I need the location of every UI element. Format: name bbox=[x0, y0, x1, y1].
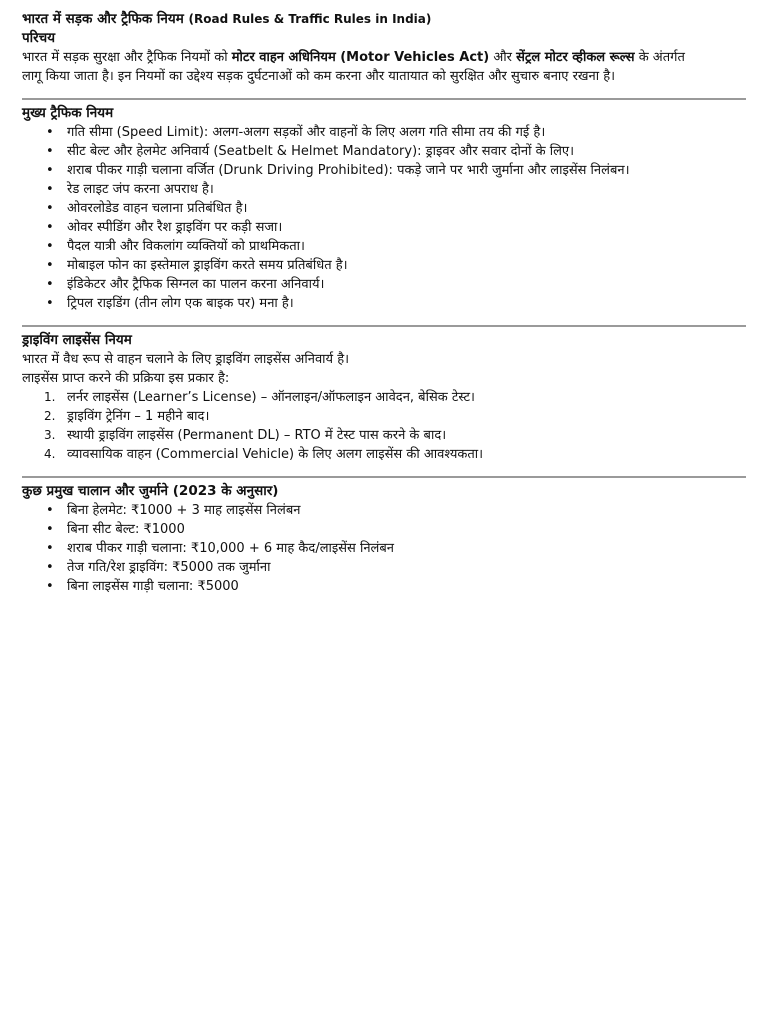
list-item bbox=[46, 199, 746, 218]
fines-list bbox=[22, 501, 746, 596]
list-item bbox=[46, 218, 746, 237]
bullet-icon: • bbox=[46, 560, 54, 575]
section-divider bbox=[22, 98, 746, 100]
list-item bbox=[46, 577, 746, 596]
list-item bbox=[46, 123, 746, 142]
list-item-text: लर्नर लाइसेंस (Learner’s License) – ऑनलाइन/ऑफलाइन आवेदन, बेसिक टेस्ट। bbox=[67, 390, 475, 405]
list-item-text: रेड लाइट जंप करना अपराध है। bbox=[67, 182, 214, 197]
intro-text-3: के अंतर्गत bbox=[634, 50, 685, 65]
bullet-icon: • bbox=[46, 201, 54, 216]
bullet-icon: • bbox=[46, 163, 54, 178]
list-item-text: बिना सीट बेल्ट: ₹1000 bbox=[67, 522, 185, 537]
step-number: 2. bbox=[44, 409, 56, 423]
step-number: 4. bbox=[44, 447, 56, 461]
intro-heading: परिचय bbox=[22, 30, 56, 46]
intro-text-2: और bbox=[489, 50, 517, 65]
step-number: 3. bbox=[44, 428, 56, 442]
list-item-text: ड्राइविंग ट्रेनिंग – 1 महीने बाद। bbox=[67, 409, 210, 424]
list-item-text: स्थायी ड्राइविंग लाइसेंस (Permanent DL) – RTO में टेस्ट पास करने के बाद। bbox=[67, 428, 447, 443]
list-item bbox=[46, 180, 746, 199]
list-item-text: शराब पीकर गाड़ी चलाना वर्जित (Drunk Driving Prohibited): पकड़े जाने पर भारी जुर्माना और लाइसेंस निलंबन। bbox=[67, 163, 630, 178]
list-item bbox=[46, 294, 746, 313]
intro-bold-motor-act: मोटर वाहन अधिनियम (Motor Vehicles Act) bbox=[231, 50, 490, 65]
list-item-text: व्यावसायिक वाहन (Commercial Vehicle) के लिए अलग लाइसेंस की आवश्यकता। bbox=[67, 447, 484, 462]
list-item bbox=[46, 256, 746, 275]
list-item-text: बिना हेलमेट: ₹1000 + 3 माह लाइसेंस निलंबन bbox=[67, 503, 301, 518]
traffic-rules-list bbox=[22, 123, 746, 313]
step-number: 1. bbox=[44, 390, 56, 404]
list-item-text: बिना लाइसेंस गाड़ी चलाना: ₹5000 bbox=[67, 579, 239, 594]
list-item bbox=[44, 445, 746, 464]
bullet-icon: • bbox=[46, 182, 54, 197]
list-item bbox=[46, 161, 746, 180]
fines-heading: कुछ प्रमुख चालान और जुर्माने (2023 के अनुसार) bbox=[22, 483, 279, 499]
list-item bbox=[46, 539, 746, 558]
bullet-icon: • bbox=[46, 239, 54, 254]
document-title bbox=[22, 10, 746, 29]
bullet-icon: • bbox=[46, 144, 54, 159]
intro-line-2: लागू किया जाता है। इन नियमों का उद्देश्य सड़क दुर्घटनाओं को कम करना और यातायात को सुरक्षित और सुचारु बनाए रखना है। bbox=[22, 69, 616, 84]
license-line-1: भारत में वैध रूप से वाहन चलाने के लिए ड्राइविंग लाइसेंस अनिवार्य है। bbox=[22, 352, 350, 367]
title-english: (Road Rules & Traffic Rules in India) bbox=[188, 12, 432, 26]
list-item bbox=[44, 426, 746, 445]
list-item bbox=[46, 237, 746, 256]
list-item bbox=[46, 275, 746, 294]
bullet-icon: • bbox=[46, 220, 54, 235]
list-item-text: ओवरलोडेड वाहन चलाना प्रतिबंधित है। bbox=[67, 201, 248, 216]
intro-bold-cmvr: सेंट्रल मोटर व्हीकल रूल्स bbox=[516, 50, 635, 65]
list-item-text: सीट बेल्ट और हेलमेट अनिवार्य (Seatbelt & Helmet Mandatory): ड्राइवर और सवार दोनों के लिए। bbox=[67, 144, 575, 159]
bullet-icon: • bbox=[46, 522, 54, 537]
bullet-icon: • bbox=[46, 579, 54, 594]
list-item bbox=[46, 142, 746, 161]
list-item bbox=[46, 558, 746, 577]
list-item-text: पैदल यात्री और विकलांग व्यक्तियों को प्राथमिकता। bbox=[67, 239, 305, 254]
section-divider bbox=[22, 476, 746, 478]
bullet-icon: • bbox=[46, 541, 54, 556]
intro-paragraph bbox=[22, 48, 746, 86]
intro-text-1: भारत में सड़क सुरक्षा और ट्रैफिक नियमों को bbox=[22, 50, 232, 65]
bullet-icon: • bbox=[46, 296, 54, 311]
license-steps-list bbox=[22, 388, 746, 464]
list-item bbox=[46, 520, 746, 539]
bullet-icon: • bbox=[46, 503, 54, 518]
list-item bbox=[46, 501, 746, 520]
license-rules-heading: ड्राइविंग लाइसेंस नियम bbox=[22, 332, 132, 348]
bullet-icon: • bbox=[46, 125, 54, 140]
bullet-icon: • bbox=[46, 258, 54, 273]
bullet-icon: • bbox=[46, 277, 54, 292]
list-item-text: ट्रिपल राइडिंग (तीन लोग एक बाइक पर) मना है। bbox=[67, 296, 294, 311]
traffic-rules-heading: मुख्य ट्रैफिक नियम bbox=[22, 105, 114, 121]
list-item-text: तेज गति/रेश ड्राइविंग: ₹5000 तक जुर्माना bbox=[67, 560, 271, 575]
section-divider bbox=[22, 325, 746, 327]
list-item-text: मोबाइल फोन का इस्तेमाल ड्राइविंग करते समय प्रतिबंधित है। bbox=[67, 258, 348, 273]
list-item-text: शराब पीकर गाड़ी चलाना: ₹10,000 + 6 माह कैद/लाइसेंस निलंबन bbox=[67, 541, 395, 556]
list-item-text: गति सीमा (Speed Limit): अलग-अलग सड़कों और वाहनों के लिए अलग गति सीमा तय की गई है। bbox=[67, 125, 546, 140]
list-item bbox=[44, 407, 746, 426]
license-line-2: लाइसेंस प्राप्त करने की प्रक्रिया इस प्रकार है: bbox=[22, 371, 230, 386]
list-item-text: इंडिकेटर और ट्रैफिक सिग्नल का पालन करना अनिवार्य। bbox=[67, 277, 325, 292]
title-hindi: भारत में सड़क और ट्रैफिक नियम bbox=[22, 11, 184, 27]
list-item bbox=[44, 388, 746, 407]
list-item-text: ओवर स्पीडिंग और रैश ड्राइविंग पर कड़ी सजा। bbox=[67, 220, 283, 235]
